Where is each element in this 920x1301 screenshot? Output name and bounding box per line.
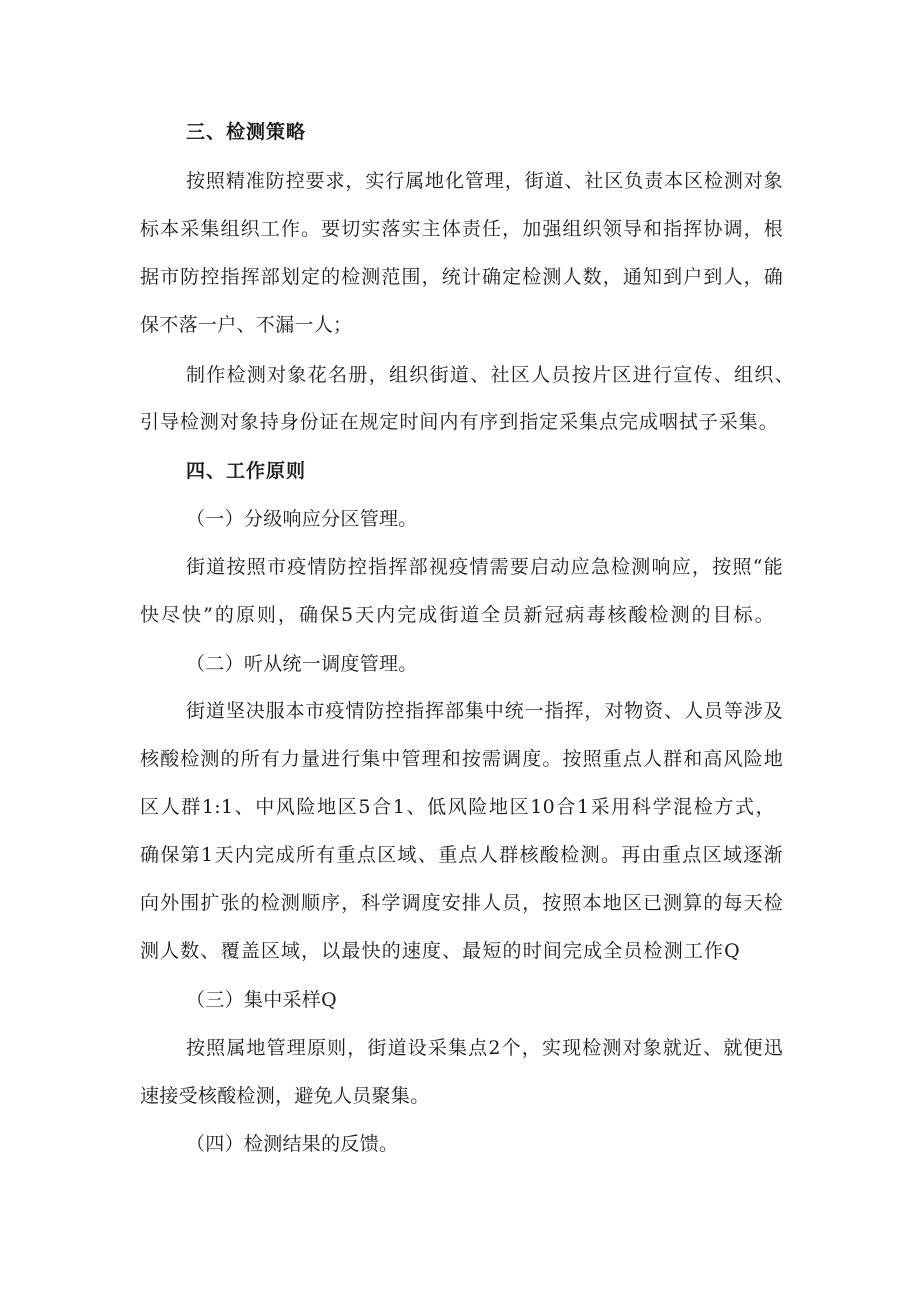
section-heading-principles: 四、工作原则 [186, 460, 307, 482]
paragraph-line: 引导检测对象持身份证在规定时间内有序到指定采集点完成咽拭子采集。 [140, 411, 778, 433]
subsection-title: （四）检测结果的反馈。 [186, 1133, 399, 1155]
paragraph-line: 区人群1:1、中风险地区5合1、低风险地区10合1采用科学混检方式， [140, 796, 775, 818]
paragraph-line: 街道按照市疫情防控指挥部视疫情需要启动应急检测响应，按照“能 [186, 556, 783, 578]
paragraph-line: 快尽快”的原则，确保5天内完成街道全员新冠病毒核酸检测的目标。 [140, 604, 774, 626]
paragraph-line: 速接受核酸检测，避免人员聚集。 [140, 1085, 430, 1107]
paragraph-line: 测人数、覆盖区域，以最快的速度、最短的时间完成全员检测工作Q [140, 940, 740, 962]
subsection-title: （三）集中采样Q [186, 989, 337, 1011]
paragraph-line: 据市防控指挥部划定的检测范围，统计确定检测人数，通知到户到人，确 [140, 266, 783, 288]
subsection-title: （二）听从统一调度管理。 [186, 653, 418, 675]
paragraph-line: 标本采集组织工作。要切实落实主体责任，加强组织领导和指挥协调，根 [140, 218, 783, 240]
paragraph-line: 按照属地管理原则，街道设采集点2个，实现检测对象就近、就便迅 [186, 1037, 783, 1059]
paragraph-line: 向外围扩张的检测顺序，科学调度安排人员，按照本地区已测算的每天检 [140, 892, 783, 914]
subsection-title: （一）分级响应分区管理。 [186, 508, 418, 530]
paragraph-line: 核酸检测的所有力量进行集中管理和按需调度。按照重点人群和高风险地 [140, 748, 783, 770]
paragraph-line: 确保第1天内完成所有重点区域、重点人群核酸检测。再由重点区域逐渐 [140, 844, 783, 866]
section-heading-strategy: 三、检测策略 [186, 121, 307, 143]
paragraph-line: 保不落一户、不漏一人； [140, 314, 353, 336]
paragraph-line: 制作检测对象花名册，组织街道、社区人员按片区进行宣传、组织、 [186, 364, 794, 386]
paragraph-line: 街道坚决服本市疫情防控指挥部集中统一指挥，对物资、人员等涉及 [186, 700, 783, 722]
paragraph-line: 按照精准防控要求，实行属地化管理，街道、社区负责本区检测对象 [186, 170, 783, 192]
